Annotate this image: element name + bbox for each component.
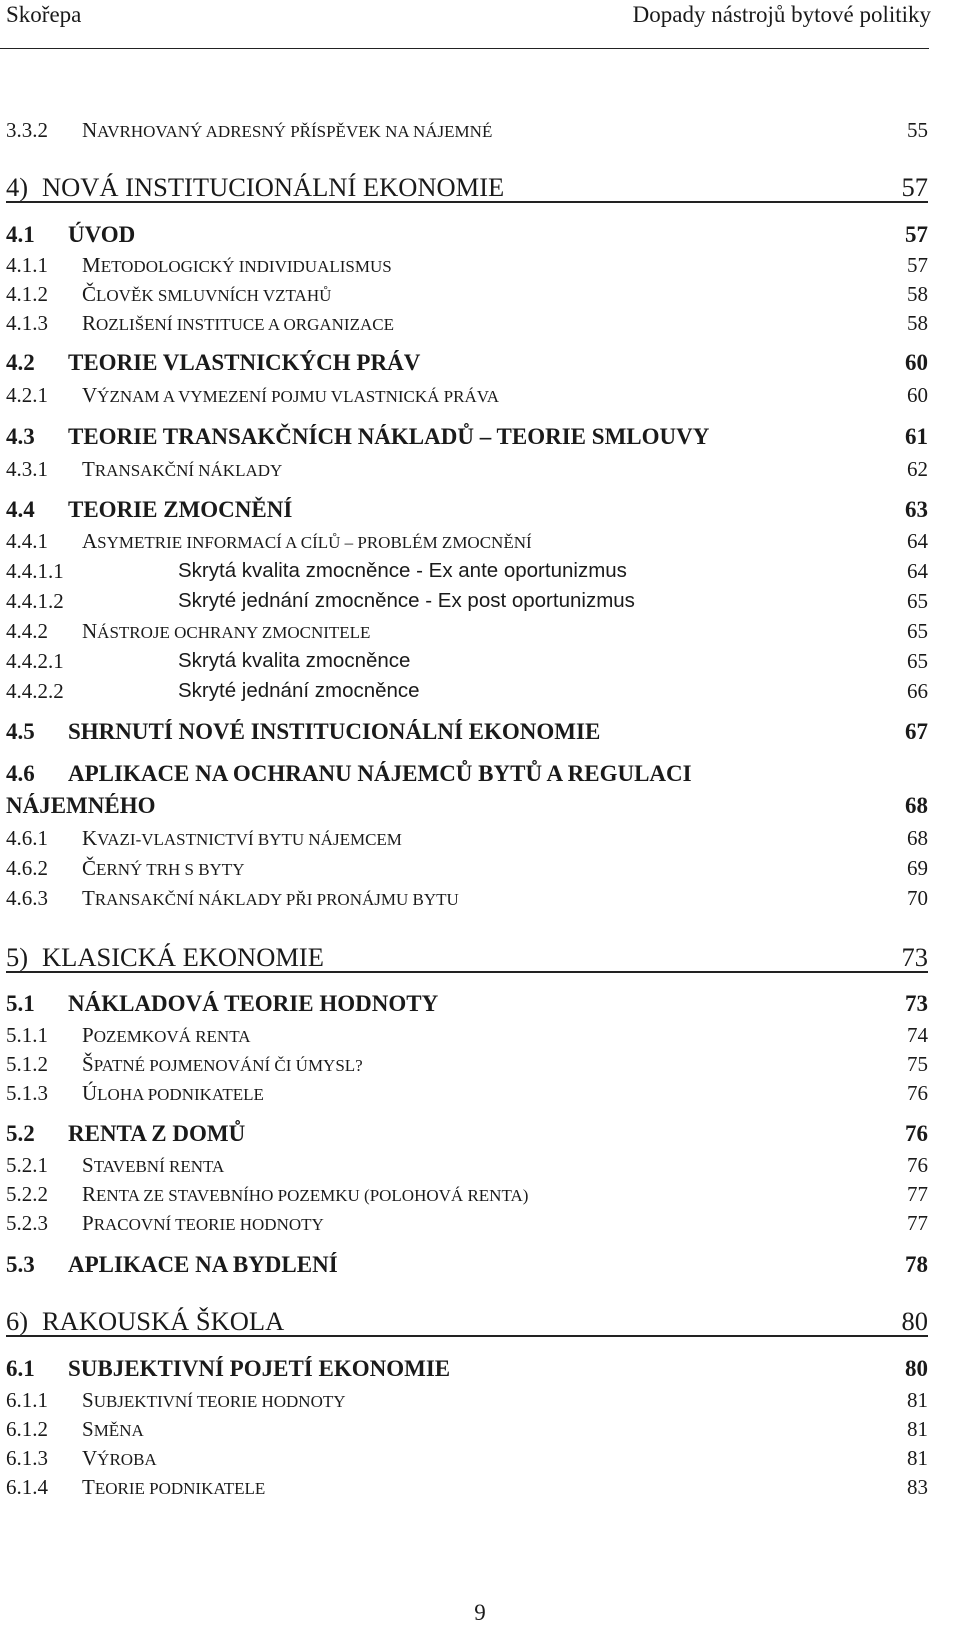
toc-section[interactable]: 5.3 APLIKACE NA BYDLENÍ 78 [6,1252,928,1277]
toc-subentry[interactable]: 4.4.1.2 Skryté jednání zmocněnce - Ex post oportunizmus 65 [6,589,928,613]
toc-chapter[interactable]: 6) RAKOUSKÁ ŠKOLA 80 [6,1306,928,1336]
toc-entry[interactable]: 3.3.2 NAVRHOVANÝ ADRESNÝ PŘÍSPĚVEK NA NÁJEMNÉ 55 [6,118,928,142]
toc-entry[interactable]: 4.1.2 ČLOVĚK SMLUVNÍCH VZTAHŮ 58 [6,282,928,306]
toc-entry[interactable]: 5.2.2 RENTA ZE STAVEBNÍHO POZEMKU (POLOHOVÁ RENTA) 77 [6,1182,928,1206]
toc-entry[interactable]: 5.2.1 STAVEBNÍ RENTA 76 [6,1153,928,1177]
header-author: Skořepa [6,2,82,27]
toc-entry[interactable]: 4.4.1 ASYMETRIE INFORMACÍ A CÍLŮ – PROBLÉM ZMOCNĚNÍ 64 [6,529,928,553]
toc-subentry[interactable]: 4.4.1.1 Skrytá kvalita zmocněnce - Ex ante oportunizmus 64 [6,559,928,583]
running-header [0,0,929,49]
page-number: 9 [474,1600,486,1625]
toc-chapter[interactable]: 4) NOVÁ INSTITUCIONÁLNÍ EKONOMIE 57 [6,172,928,202]
toc-entry[interactable]: 6.1.4 TEORIE PODNIKATELE 83 [6,1475,928,1499]
toc-section[interactable]: 4.2 TEORIE VLASTNICKÝCH PRÁV 60 [6,350,928,375]
toc-entry[interactable]: 5.1.3 ÚLOHA PODNIKATELE 76 [6,1081,928,1105]
toc-entry[interactable]: 6.1.2 SMĚNA 81 [6,1417,928,1441]
chapter-underline [6,201,928,203]
toc-entry[interactable]: 6.1.1 SUBJEKTIVNÍ TEORIE HODNOTY 81 [6,1388,928,1412]
toc-entry[interactable]: 5.1.2 ŠPATNÉ POJMENOVÁNÍ ČI ÚMYSL? 75 [6,1052,928,1076]
toc-section[interactable]: 5.2 RENTA Z DOMŮ 76 [6,1121,928,1146]
toc-entry-title: NAVRHOVANÝ ADRESNÝ PŘÍSPĚVEK NA NÁJEMNÉ [82,118,493,142]
header-title: Dopady nástrojů bytové politiky [632,2,931,27]
toc-entry[interactable]: 4.1.3 ROZLIŠENÍ INSTITUCE A ORGANIZACE 58 [6,311,928,335]
toc-chapter[interactable]: 5) KLASICKÁ EKONOMIE 73 [6,942,928,972]
toc-section[interactable]: 4.3 TEORIE TRANSAKČNÍCH NÁKLADŮ – TEORIE SMLOUVY 61 [6,424,928,449]
toc-subentry[interactable]: 4.4.2.1 Skrytá kvalita zmocněnce 65 [6,649,928,673]
toc-section[interactable]: 4.5 SHRNUTÍ NOVÉ INSTITUCIONÁLNÍ EKONOMIE 67 [6,719,928,744]
toc-entry[interactable]: 4.4.2 NÁSTROJE OCHRANY ZMOCNITELE 65 [6,619,928,643]
toc-section[interactable]: 4.6 APLIKACE NA OCHRANU NÁJEMCŮ BYTŮ A REGULACI NÁJEMNÉHO 68 [6,761,928,818]
toc-section[interactable]: 4.1 ÚVOD 57 [6,222,928,247]
toc-entry[interactable]: 4.3.1 TRANSAKČNÍ NÁKLADY 62 [6,457,928,481]
toc-entry[interactable]: 5.2.3 PRACOVNÍ TEORIE HODNOTY 77 [6,1211,928,1235]
toc-entry[interactable]: 5.1.1 POZEMKOVÁ RENTA 74 [6,1023,928,1047]
toc-entry[interactable]: 6.1.3 VÝROBA 81 [6,1446,928,1470]
toc-entry[interactable]: 4.2.1 VÝZNAM A VYMEZENÍ POJMU VLASTNICKÁ PRÁVA 60 [6,383,928,407]
toc-section[interactable]: 4.4 TEORIE ZMOCNĚNÍ 63 [6,497,928,522]
chapter-underline [6,971,928,973]
toc-entry[interactable]: 4.6.3 TRANSAKČNÍ NÁKLADY PŘI PRONÁJMU BYTU 70 [6,886,928,910]
chapter-underline [6,1335,928,1337]
toc-subentry[interactable]: 4.4.2.2 Skryté jednání zmocněnce 66 [6,679,928,703]
toc-entry[interactable]: 4.1.1 METODOLOGICKÝ INDIVIDUALISMUS 57 [6,253,928,277]
toc-section[interactable]: 6.1 SUBJEKTIVNÍ POJETÍ EKONOMIE 80 [6,1356,928,1381]
toc-entry[interactable]: 4.6.2 ČERNÝ TRH S BYTY 69 [6,856,928,880]
toc-entry[interactable]: 4.6.1 KVAZI-VLASTNICTVÍ BYTU NÁJEMCEM 68 [6,826,928,850]
toc-section[interactable]: 5.1 NÁKLADOVÁ TEORIE HODNOTY 73 [6,991,928,1016]
